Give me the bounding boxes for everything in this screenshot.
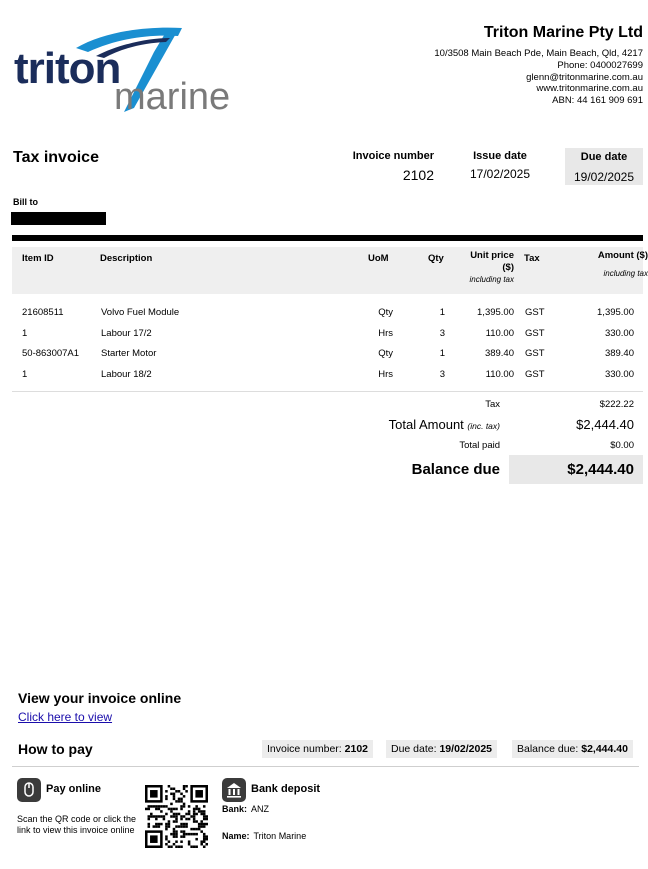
table-row [0,348,643,368]
pill-due-date [386,740,497,758]
company-abn: ABN: 44 161 909 691 [552,95,643,107]
account-name-value: Triton Marine [253,831,307,841]
total-amount-value: $2,444.40 [576,417,634,432]
cell-tax: GST [525,307,545,318]
cell-tax: GST [525,327,545,339]
cell-item-id: 21608511 [22,307,64,318]
issue-date-value: 17/02/2025 [469,167,531,181]
table-bottom-rule [12,391,643,392]
header-uom: UoM [368,253,389,264]
cell-qty: 1 [439,348,445,359]
cell-description: Labour 17/2 [101,327,152,339]
header-description: Description [100,253,153,264]
logo-word-marine: marine [114,76,231,118]
pill-due-date-value: 19/02/2025 [439,743,493,755]
cell-unit-price: 110.00 [485,327,514,339]
account-name-label: Name: [222,831,250,841]
total-paid-value: $0.00 [610,440,634,451]
company-website: www.tritonmarine.com.au [536,83,643,95]
header-item-id: Item ID [22,253,54,264]
bank-row [222,804,269,814]
cell-description: Starter Motor [101,348,157,359]
cell-uom: Hrs [378,327,393,339]
view-online-heading: View your invoice online [18,690,182,706]
issue-date-label: Issue date [473,150,527,162]
cell-tax: GST [525,368,545,380]
cell-uom: Qty [378,348,393,359]
document-title: Tax invoice [13,149,99,166]
pill-due-date-label: Due date: [391,743,437,755]
table-top-rule [12,235,643,241]
cell-amount: 389.40 [604,348,634,359]
pill-balance-due-label: Balance due: [517,743,579,755]
bank-value: ANZ [251,804,270,814]
cell-unit-price: 1,395.00 [477,307,514,318]
company-email: glenn@tritonmarine.com.au [526,71,643,83]
table-row [0,369,643,389]
cell-uom: Hrs [378,368,393,380]
header-unit-price: Unit price [470,250,514,261]
table-header [12,247,648,294]
due-date-value: 19/02/2025 [573,170,635,184]
bank-deposit-title: Bank deposit [251,783,321,795]
cell-uom: Qty [378,307,393,318]
table-row [0,328,643,348]
company-details [313,24,643,107]
header-amount-note: including tax [603,269,648,278]
company-address: 10/3508 Main Beach Pde, Main Beach, Qld, 4217 [434,48,643,59]
cell-item-id: 1 [22,327,28,339]
company-name: Triton Marine Pty Ltd [483,24,643,41]
scan-instructions: Scan the QR code or click the link to view this invoice online [17,814,137,835]
view-invoice-link[interactable]: Click here to view [18,710,113,724]
issue-date-block [460,150,540,181]
header-tax: Tax [524,253,540,264]
cell-description: Labour 18/2 [101,368,152,380]
header-unit-price-note: including tax [469,275,514,284]
cell-item-id: 50-863007A1 [22,348,80,359]
pay-online-title: Pay online [46,783,102,795]
pill-invoice-number [262,740,373,758]
tax-total-value: $222.22 [599,399,634,410]
cell-item-id: 1 [22,368,28,380]
invoice-number-value: 2102 [402,167,434,183]
cell-amount: 1,395.00 [597,307,634,318]
balance-due-value: $2,444.40 [567,461,634,478]
header-amount: Amount ($) [597,250,648,261]
total-amount-label [389,417,500,432]
bank-label: Bank: [222,804,248,814]
total-amount-note: (inc. tax) [467,421,500,431]
bank-icon [222,778,246,802]
company-logo [14,22,244,118]
total-amount-text: Total Amount [388,417,464,432]
header-unit-price-unit: ($) [502,262,514,273]
account-name-row [222,831,306,841]
cell-amount: 330.00 [604,368,634,380]
cell-qty: 3 [439,327,445,339]
pill-invoice-number-value: 2102 [344,743,368,755]
total-paid-label: Total paid [459,440,500,451]
header-qty: Qty [428,253,444,264]
table-row [0,307,643,327]
balance-due-label: Balance due [411,461,500,478]
pill-balance-due [512,740,633,758]
company-phone: Phone: 0400027699 [557,59,643,71]
bill-to-label: Bill to [13,197,38,207]
mouse-icon [17,778,41,802]
logo-word-triton: triton [14,44,121,93]
due-date-block [565,148,643,185]
cell-amount: 330.00 [604,327,634,339]
cell-qty: 3 [439,368,445,380]
pay-divider [12,766,639,767]
cell-qty: 1 [439,307,445,318]
invoice-number-label: Invoice number [352,150,434,162]
cell-unit-price: 389.40 [484,348,514,359]
cell-description: Volvo Fuel Module [101,307,180,318]
due-date-label: Due date [580,151,628,163]
cell-tax: GST [525,348,545,359]
qr-code[interactable] [145,785,208,848]
pill-invoice-number-label: Invoice number: [267,743,342,755]
redacted-customer-name [11,212,106,225]
how-to-pay-heading: How to pay [18,741,93,757]
cell-unit-price: 110.00 [485,368,514,380]
invoice-number-block [338,150,434,183]
pill-balance-due-value: $2,444.40 [581,743,628,755]
tax-total-label: Tax [485,399,500,410]
